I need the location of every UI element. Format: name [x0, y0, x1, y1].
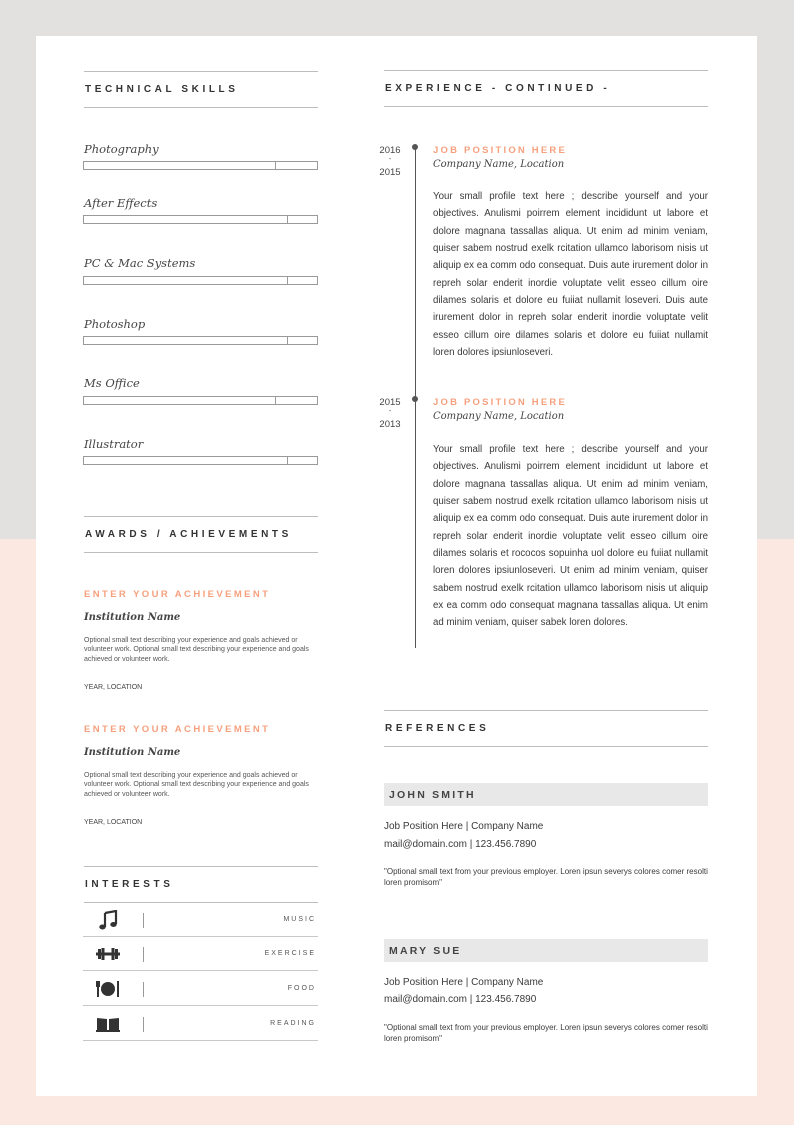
achievement-institution: Institution Name — [84, 747, 181, 758]
skill-bar — [83, 336, 318, 345]
job-company: Company Name, Location — [433, 159, 565, 170]
job-description: Your small profile text here ; describe yourself and your objectives. Anulismi poirrem element incididunt ut labore et dolore magnana tassallas aliqua. Ut enim ad minim veniam, quiser sabem nostrud exelk rcitation ullamco laborisom nisis ut aliquip ex ea comm odo consequat. Duis aute irurement dolor in repreh solar enderit inordie voluptate velit esseo cillum oire dilames solaris et dolore eu fuiiat nullamit loseveri. Duis aute irurement dolor in repreh solar enderit inordie voluptate velit esseo cillum oire dilames solaris et dolore eu fuiiat nullamit loren dolores ipsiunloseveri. — [433, 191, 708, 359]
job-year-separator: - — [388, 408, 392, 415]
references-heading: REFERENCES — [384, 710, 708, 747]
timeline-dot — [412, 144, 418, 150]
interest-label: READING — [270, 1020, 316, 1027]
interest-row — [83, 937, 318, 971]
job-year-start: 2015 — [379, 397, 401, 408]
interest-separator — [143, 1017, 144, 1032]
job-company: Company Name, Location — [433, 411, 565, 422]
skill-bar — [83, 396, 318, 405]
skill-name: Ms Office — [84, 376, 140, 390]
interest-separator — [143, 982, 144, 997]
skill-name: Photography — [84, 142, 159, 156]
interest-row — [83, 903, 318, 937]
reference-position: Job Position Here | Company Name — [384, 821, 544, 832]
job-year-separator: - — [388, 156, 392, 163]
book-icon — [95, 1014, 121, 1034]
music-note-icon — [95, 910, 121, 930]
job-year-start: 2016 — [379, 145, 401, 156]
skill-name: PC & Mac Systems — [84, 256, 196, 270]
skill-bar — [83, 456, 318, 465]
reference-name: MARY SUE — [384, 939, 708, 962]
reference-quote: "Optional small text from your previous employer. Loren ipsun severys colores comer resolti loren promisom" — [384, 867, 708, 887]
dumbbell-icon — [95, 944, 121, 964]
resume-sheet — [36, 36, 757, 1096]
achievement-year: YEAR, LOCATION — [84, 684, 143, 691]
skill-level-marker — [287, 215, 288, 224]
experience-heading: EXPERIENCE - CONTINUED - — [384, 70, 708, 107]
job-title: JOB POSITION HERE — [433, 145, 568, 156]
interest-row — [83, 972, 318, 1006]
skill-level-marker — [275, 161, 276, 170]
interest-separator — [143, 947, 144, 962]
job-year-end: 2013 — [379, 419, 401, 430]
interest-label: MUSIC — [283, 916, 316, 923]
skill-name: Illustrator — [84, 437, 144, 451]
interest-label: FOOD — [287, 985, 316, 992]
interest-label: EXERCISE — [264, 950, 316, 957]
skill-name: Photoshop — [84, 317, 146, 331]
technical-skills-heading: TECHNICAL SKILLS — [84, 71, 318, 108]
skill-bar — [83, 276, 318, 285]
reference-name: JOHN SMITH — [384, 783, 708, 806]
skill-bar — [83, 215, 318, 224]
achievement-description: Optional small text describing your experience and goals achieved or volunteer work. Optional small text describing your experience and goals achieved or volunteer work. — [84, 637, 309, 663]
skill-level-marker — [287, 456, 288, 465]
skill-level-marker — [287, 276, 288, 285]
skill-level-marker — [275, 396, 276, 405]
achievement-title: ENTER YOUR ACHIEVEMENT — [84, 724, 271, 735]
timeline-dot — [412, 396, 418, 402]
awards-heading: AWARDS / ACHIEVEMENTS — [84, 516, 318, 553]
achievement-title: ENTER YOUR ACHIEVEMENT — [84, 589, 271, 600]
interest-separator — [143, 913, 144, 928]
reference-contact: mail@domain.com | 123.456.7890 — [384, 994, 537, 1005]
job-year-end: 2015 — [379, 167, 401, 178]
job-title: JOB POSITION HERE — [433, 397, 568, 408]
skill-name: After Effects — [84, 196, 158, 210]
reference-quote: "Optional small text from your previous employer. Loren ipsun severys colores comer resolti loren promisom" — [384, 1023, 708, 1043]
interest-row — [83, 1007, 318, 1041]
job-description: Your small profile text here ; describe yourself and your objectives. Anulismi poirrem element incididunt ut labore et dolore magnana tassallas aliqua. Ut enim ad minim veniam, quiser sabem nostrud exelk rcitation ullamco laborisom nisis ut aliquip ex ea comm odo consequat. Duis aute irurement dolor in repreh solar enderit inordie voluptate velit esseo cillum oire dilames solaris et rococos sopuinha uol dolore eu fuiiat nullamit loren dolores ipsiunloseveri. Ut enim ad minim veniam, quiser sabem nostrud exelk rcitation ullamco laborisom nisis ut aliquip ex ea comm odo consequat magnana tassallas aliqua. Ut enim ad minim veniam, quiser sabek loren dolores. — [433, 444, 708, 629]
achievement-description: Optional small text describing your experience and goals achieved or volunteer work. Optional small text describing your experience and goals achieved or volunteer work. — [84, 772, 309, 798]
skill-bar — [83, 161, 318, 170]
skill-level-marker — [287, 336, 288, 345]
interests-heading: INTERESTS — [84, 866, 318, 903]
dining-icon — [95, 979, 121, 999]
achievement-institution: Institution Name — [84, 612, 181, 623]
reference-position: Job Position Here | Company Name — [384, 977, 544, 988]
reference-contact: mail@domain.com | 123.456.7890 — [384, 839, 537, 850]
achievement-year: YEAR, LOCATION — [84, 819, 143, 826]
